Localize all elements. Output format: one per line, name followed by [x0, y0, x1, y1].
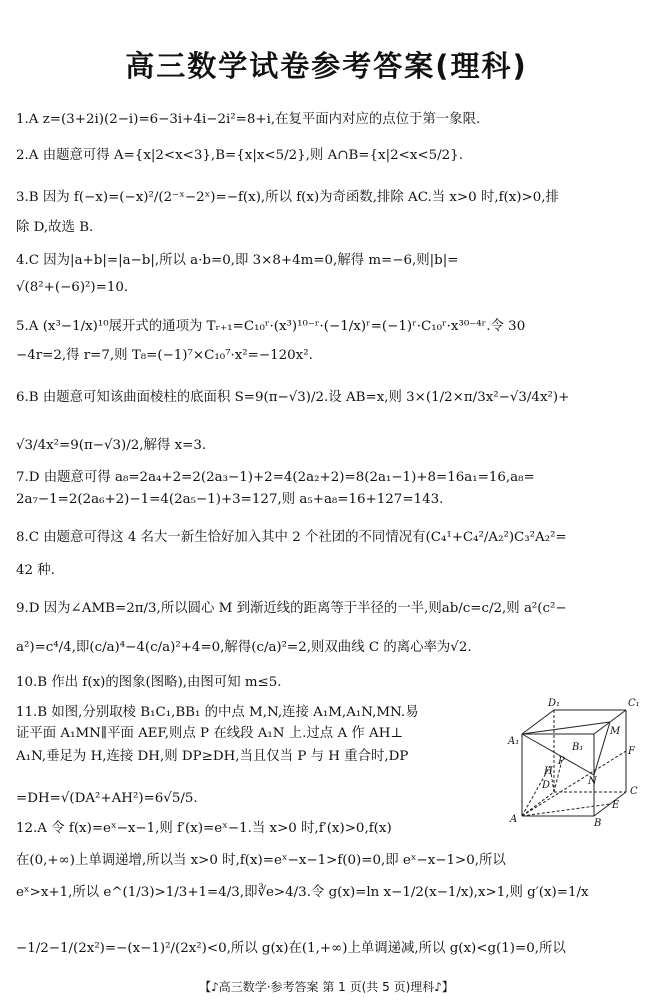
answer-line: 42 种.: [16, 563, 55, 578]
figure-label: H: [544, 766, 553, 777]
answer-line: =DH=√(DA²+AH²)=6√5/5.: [16, 791, 198, 806]
answer-line: 5.A (x³−1/x)¹⁰展开式的通项为 Tᵣ₊₁=C₁₀ʳ·(x³)¹⁰⁻ʳ·(−1/x)ʳ=(−1)ʳ·C₁₀ʳ·x³⁰⁻⁴ʳ.令 30: [16, 319, 526, 334]
answer-line: 10.B 作出 f(x)的图象(图略),由图可知 m≤5.: [16, 675, 282, 690]
figure-label: C₁: [628, 698, 640, 709]
figure-label: F: [628, 746, 635, 757]
page-title: 高三数学试卷参考答案(理科): [125, 49, 528, 83]
answer-line: 1.A z=(3+2i)(2−i)=6−3i+4i−2i²=8+i,在复平面内对应的点位于第一象限.: [16, 112, 481, 127]
answer-line: −4r=2,得 r=7,则 T₈=(−1)⁷×C₁₀⁷·x²=−120x².: [16, 348, 313, 363]
answer-line: 除 D,故选 B.: [16, 220, 94, 235]
figure-label: C: [630, 786, 638, 797]
page-footer: 【♪高三数学·参考答案 第 1 页(共 5 页)理科♪】: [199, 980, 454, 994]
answer-line: √(8²+(−6)²)=10.: [16, 280, 129, 295]
answer-line: 3.B 因为 f(−x)=(−x)²/(2⁻ˣ−2ˣ)=−f(x),所以 f(x)为奇函数,排除 AC.当 x>0 时,f(x)>0,排: [16, 190, 559, 205]
figure-label: D: [542, 780, 551, 791]
answer-line: A₁N,垂足为 H,连接 DH,则 DP≥DH,当且仅当 P 与 H 重合时,DP: [16, 749, 409, 764]
cube-diagram: [508, 696, 644, 828]
figure-label: P: [558, 756, 565, 767]
answer-line: 12.A 令 f(x)=eˣ−x−1,则 f′(x)=eˣ−1.当 x>0 时,f′(x)>0,f(x): [16, 821, 392, 836]
figure-label: N: [588, 776, 597, 787]
answer-line: −1/2−1/(2x²)=−(x−1)²/(2x²)<0,所以 g(x)在(1,+∞)上单调递减,所以 g(x)<g(1)=0,所以: [16, 941, 566, 956]
answer-line: 在(0,+∞)上单调递增,所以当 x>0 时,f(x)=eˣ−x−1>f(0)=0,即 eˣ−x−1>0,所以: [16, 853, 506, 868]
figure-label: A: [510, 814, 518, 825]
cube-figure: [508, 696, 644, 828]
figure-label: D₁: [548, 698, 561, 709]
answer-line: 2a₇−1=2(2a₆+2)−1=4(2a₅−1)+3=127,则 a₅+a₈=16+127=143.: [16, 492, 444, 507]
figure-label: B₁: [572, 742, 584, 753]
answer-line: 6.B 由题意可知该曲面棱柱的底面积 S=9(π−√3)/2.设 AB=x,则 3×(1/2×π/3x²−√3/4x²)+: [16, 390, 570, 405]
answer-line: 11.B 如图,分别取棱 B₁C₁,BB₁ 的中点 M,N,连接 A₁M,A₁N,MN.易: [16, 705, 419, 720]
answer-line: 7.D 由题意可得 a₈=2a₄+2=2(2a₃−1)+2=4(2a₂+2)=8(2a₁−1)+8=16a₁=16,a₈=: [16, 470, 535, 485]
answer-line: 8.C 由题意可得这 4 名大一新生恰好加入其中 2 个社团的不同情况有(C₄¹+C₄²/A₂²)C₃²A₂²=: [16, 530, 567, 545]
answer-line: 9.D 因为∠AMB=2π/3,所以圆心 M 到渐近线的距离等于半径的一半,则ab/c=c/2,则 a²(c²−: [16, 601, 567, 616]
answer-line: √3/4x²=9(π−√3)/2,解得 x=3.: [16, 438, 207, 453]
figure-label: B: [594, 818, 602, 829]
answer-line: 2.A 由题意可得 A={x|2<x<3},B={x|x<5/2},则 A∩B={x|2<x<5/2}.: [16, 148, 463, 163]
figure-label: A₁: [508, 736, 520, 747]
figure-label: E: [612, 800, 620, 811]
answer-line: 证平面 A₁MN∥平面 AEF,则点 P 在线段 A₁N 上.过点 A 作 AH⊥: [16, 726, 403, 741]
answer-line: eˣ>x+1,所以 e^(1/3)>1/3+1=4/3,即∛e>4/3.令 g(x)=ln x−1/2(x−1/x),x>1,则 g′(x)=1/x: [16, 885, 589, 900]
answer-line: 4.C 因为|a+b|=|a−b|,所以 a·b=0,即 3×8+4m=0,解得 m=−6,则|b|=: [16, 253, 459, 268]
figure-label: M: [610, 726, 621, 737]
answer-line: a²)=c⁴/4,即(c/a)⁴−4(c/a)²+4=0,解得(c/a)²=2,则双曲线 C 的离心率为√2.: [16, 640, 472, 655]
